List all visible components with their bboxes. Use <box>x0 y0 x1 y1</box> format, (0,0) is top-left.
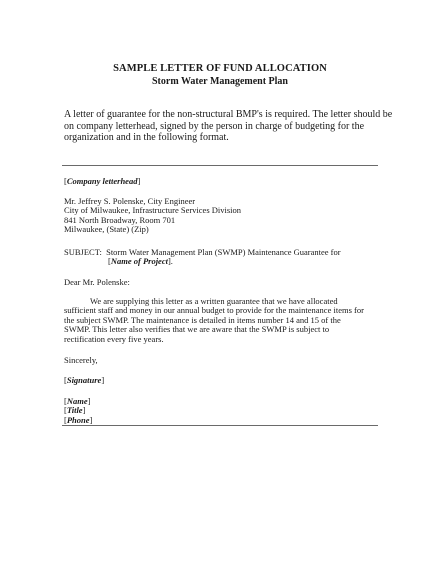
bottom-divider <box>62 425 378 426</box>
name-placeholder: [Name] <box>64 396 91 406</box>
title-placeholder: [Title] <box>64 405 86 416</box>
title-label: Title <box>66 405 83 416</box>
letterhead-placeholder: [Company letterhead] <box>64 176 141 186</box>
body-line: rectification every five years. <box>64 333 164 344</box>
phone-placeholder: [Phone] <box>64 414 93 425</box>
body-line: the subject SWMP. The maintenance is detailed in items number 14 and 15 of the <box>64 314 341 325</box>
recipient-line: Milwaukee, (State) (Zip) <box>64 224 149 235</box>
intro-line: on company letterhead, signed by the person in charge of budgeting for the <box>64 120 365 132</box>
subject-label: SUBJECT: <box>64 247 102 257</box>
intro-paragraph <box>64 109 393 144</box>
recipient-line: Mr. Jeffrey S. Polenske, City Engineer <box>64 196 196 206</box>
signature-label: Signature <box>66 375 102 385</box>
name-label: Name <box>66 396 88 406</box>
letterhead-label: Company letterhead <box>66 176 138 186</box>
body-line: SWMP. This letter also verifies that we are aware that the SWMP is subject to <box>64 324 330 335</box>
signature-placeholder: [Signature] <box>64 375 105 385</box>
top-divider <box>62 165 378 166</box>
phone-label: Phone <box>66 414 90 425</box>
intro-line: organization and in the following format. <box>64 132 229 143</box>
document-subtitle: Storm Water Management Plan <box>151 76 288 87</box>
recipient-address <box>64 197 384 235</box>
body-line: sufficient staff and money in our annual budget to provide for the maintenance items for <box>64 305 364 316</box>
body-line: We are supplying this letter as a written guarantee that we have allocated <box>90 296 338 306</box>
recipient-line: 841 North Broadway, Room 701 <box>64 214 176 225</box>
closing: Sincerely, <box>64 355 98 365</box>
intro-line: A letter of guarantee for the non-structural BMP's is required. The letter should be <box>64 109 393 120</box>
subject-block: SUBJECT: Storm Water Management Plan (SWMP) Maintenance Guarantee for [Name of Project]. <box>64 247 341 267</box>
letter-body <box>64 297 386 344</box>
recipient-line: City of Milwaukee, Infrastructure Services Division <box>64 205 242 216</box>
document-title: SAMPLE LETTER OF FUND ALLOCATION <box>113 63 327 74</box>
project-name-placeholder: Name of Project <box>110 256 168 267</box>
title-block <box>0 62 440 88</box>
salutation: Dear Mr. Polenske: <box>64 277 130 287</box>
subject-text: Storm Water Management Plan (SWMP) Maintenance Guarantee for <box>106 247 341 257</box>
signer-block <box>64 397 384 425</box>
